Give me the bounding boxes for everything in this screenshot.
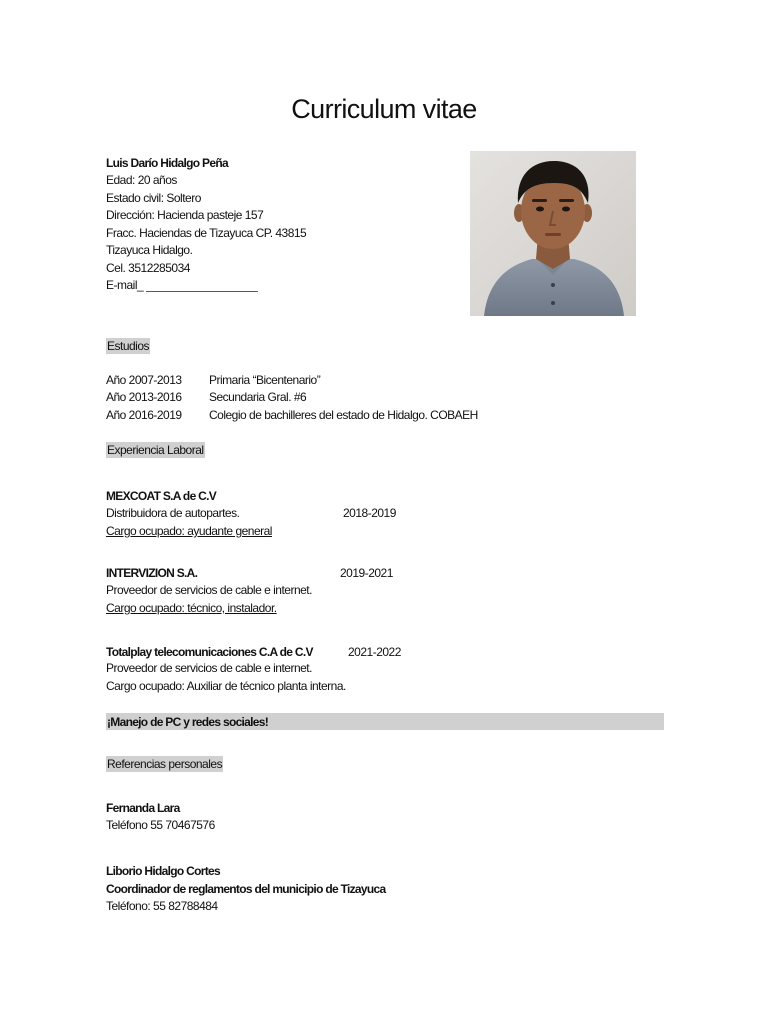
job-period-3: 2021-2022 (348, 645, 401, 659)
job-role-2: Cargo ocupado: técnico, instalador. (106, 601, 277, 615)
study-school-1: Primaria “Bicentenario” (209, 373, 321, 387)
job-desc-2: Proveedor de servicios de cable e internet. (106, 583, 312, 597)
address: Dirección: Hacienda pasteje 157 (106, 208, 264, 222)
job-desc-3: Proveedor de servicios de cable e internet. (106, 661, 312, 675)
civil-status: Estado civil: Soltero (106, 191, 201, 205)
person-name: Luis Darío Hidalgo Peña (106, 156, 228, 170)
job-period-1: 2018-2019 (343, 506, 396, 520)
skills-text: ¡Manejo de PC y redes sociales! (107, 715, 269, 729)
study-school-3: Colegio de bachilleres del estado de Hidalgo. COBAEH (209, 408, 478, 422)
study-years-2: Año 2013-2016 (106, 390, 182, 404)
city: Tizayuca Hidalgo. (106, 243, 193, 257)
reference-name-2: Liborio Hidalgo Cortes (106, 864, 220, 878)
study-years-1: Año 2007-2013 (106, 373, 182, 387)
email-label: E-mail_ (106, 278, 144, 292)
reference-phone-2: Teléfono: 55 82788484 (106, 899, 218, 913)
job-role-3: Cargo ocupado: Auxiliar de técnico planta interna. (106, 679, 346, 693)
profile-photo-icon (470, 151, 636, 316)
study-school-2: Secundaria Gral. #6 (209, 390, 307, 404)
address-2: Fracc. Haciendas de Tizayuca CP. 43815 (106, 226, 307, 240)
reference-phone-1: Teléfono 55 70467576 (106, 818, 215, 832)
page-title: Curriculum vitae (291, 94, 477, 124)
reference-name-1: Fernanda Lara (106, 801, 180, 815)
job-company-3: Totalplay telecomunicaciones C.A de C.V (106, 645, 313, 659)
experience-heading-text: Experiencia Laboral (107, 443, 204, 457)
age: Edad: 20 años (106, 173, 177, 187)
job-company-2: INTERVIZION S.A. (106, 566, 198, 580)
reference-title-2: Coordinador de reglamentos del municipio de Tizayuca (106, 882, 386, 896)
job-period-2: 2019-2021 (340, 566, 393, 580)
references-heading (106, 756, 223, 772)
job-company-1: MEXCOAT S.A de C.V (106, 489, 217, 503)
studies-heading (106, 338, 150, 354)
study-years-3: Año 2016-2019 (106, 408, 182, 422)
email-link[interactable] (146, 291, 258, 292)
job-desc-1: Distribuidora de autopartes. (106, 506, 240, 520)
profile-photo (470, 151, 636, 316)
studies-heading-text: Estudios (107, 339, 150, 353)
phone: Cel. 3512285034 (106, 261, 190, 275)
references-heading-text: Referencias personales (107, 757, 223, 771)
job-role-1: Cargo ocupado: ayudante general (106, 524, 272, 538)
experience-heading (106, 442, 205, 458)
